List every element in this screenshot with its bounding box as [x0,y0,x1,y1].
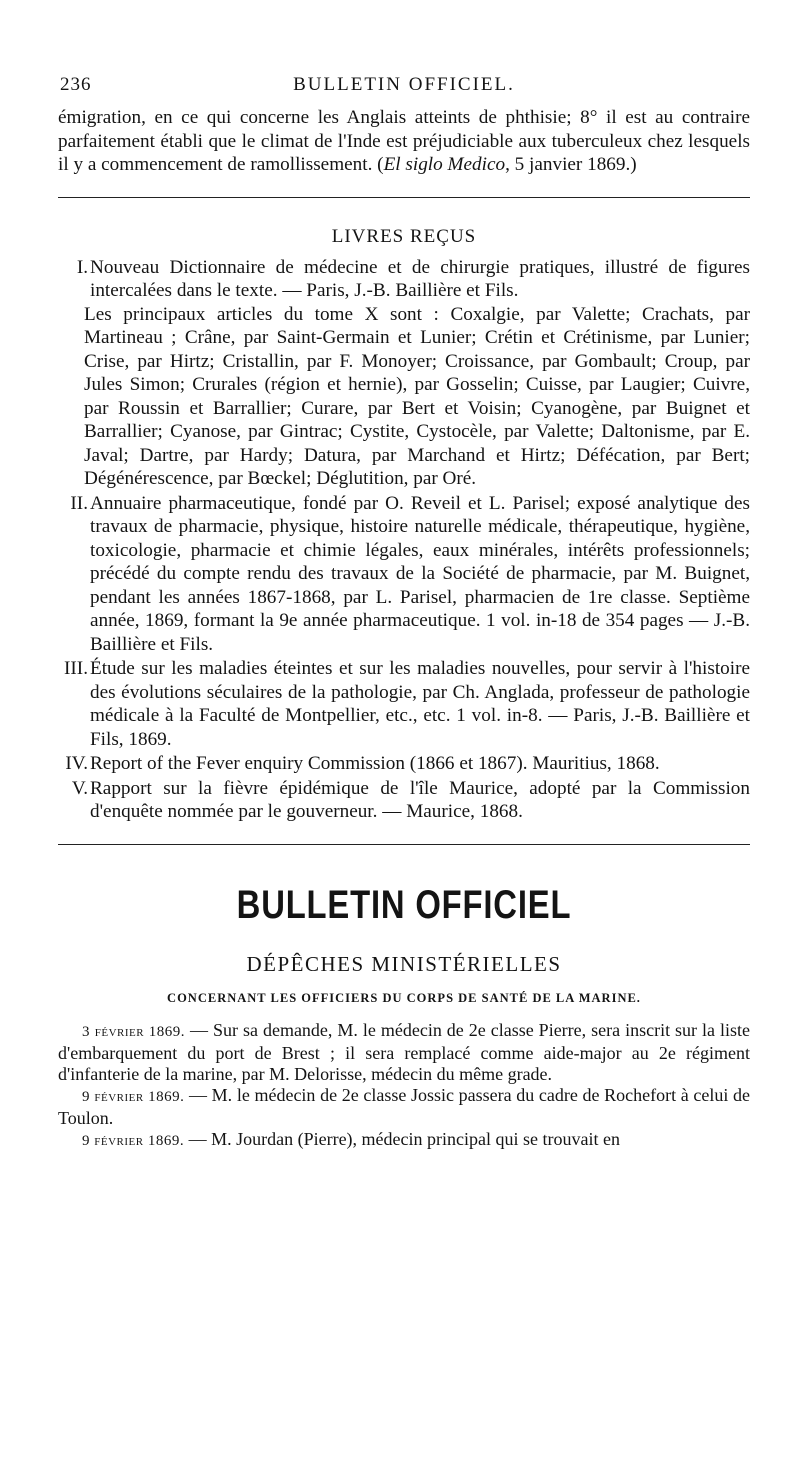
section-rule [58,197,750,198]
section-rule [58,844,750,845]
book-entry-5 [58,777,750,824]
entry-text: Report of the Fever enquiry Commission (1866 et 1867). Mauritius, 1868. [90,753,660,774]
livres-title: LIVRES REÇUS [331,225,477,247]
entry-text: Rapport sur la fièvre épidémique de l'île Maurice, adopté par la Commission d'enquête nommée par le gouverneur. — Maurice, 1868. [90,777,750,822]
notice-date: 3 février 1869. [82,1023,186,1040]
running-title: BULLETIN OFFICIEL. [293,74,515,95]
entry-text: Étude sur les maladies éteintes et sur les maladies nouvelles, pour servir à l'histoire des évolutions séculaires de la pathologie, par Ch. Anglada, professeur de pathologie médicale à la Faculté de Montpellier, etc., etc. 1 vol. in-8. — Paris, J.-B. Baillière et Fils, 1869. [90,658,750,750]
entry-text: Annuaire pharmaceutique, fondé par O. Reveil et L. Parisel; exposé analytique des travaux de pharmacie, physique, histoire naturelle médicale, thérapeutique, hygiène, toxicologie, pharmacie et chimie légales, eaux minérales, intérêts professionnels; précédé du compte rendu des travaux de la Société de pharmacie, par M. Buignet, pendant les années 1867-1868, par L. Parisel, pharmacien de 1re classe. Septième année, 1869, formant la 9e année pharmaceutique. 1 vol. in-18 de 354 pages — J.-B. Baillière et Fils. [90,492,750,655]
intro-text: émigration, en ce qui concerne les Anglais atteints de phthisie; 8° il est au contraire parfaitement établi que le climat de l'Inde est préjudiciable aux tuberculeux chez lesquels il y a commencement de ramollissement. [58,107,750,175]
notice-text: — M. Jourdan (Pierre), médecin principal qui se trouvait en [184,1128,620,1149]
book-entry-3 [58,657,750,751]
book-entry-2 [58,492,750,657]
notice-date: 9 février 1869. [82,1132,185,1149]
notice-3 [58,1129,750,1152]
page-number: 236 [60,74,92,95]
notice-text: — Sur sa demande, M. le médecin de 2e classe Pierre, sera inscrit sur la liste d'embarquement du port de Brest ; il sera remplacé comme aide-major au 2e régiment d'infanterie de la marine, par M. Delorisse, médecin du même grade. [58,1019,750,1084]
entry-text: Nouveau Dictionnaire de médecine et de chirurgie pratiques, illustré de figures intercalées dans le texte. — Paris, J.-B. Baillière et Fils. [90,256,750,301]
notice-1 [58,1020,750,1085]
running-header [58,62,750,102]
entry-number: I. [76,256,88,278]
intro-source-date: , 5 janvier 1869.) [505,154,637,175]
bulletin-title: BULLETIN OFFICIEL [236,882,572,927]
notice-text: — M. le médecin de 2e classe Jossic passera du cadre de Rochefort à celui de Toulon. [58,1084,750,1128]
entry-number: II. [70,492,88,514]
entry-number: V. [71,777,88,799]
notice-2 [58,1085,750,1129]
intro-paragraph: émigration, en ce qui concerne les Anglais atteints de phthisie; 8° il est au contraire parfaitement établi que le climat de l'Inde est préjudiciable aux tuberculeux chez lesquels il y a commencement de ramollissement. (El siglo Medico, 5 janvier 1869.) [58,107,750,175]
depeches-title: DÉPÊCHES MINISTÉRIELLES [246,951,562,976]
notice-date: 9 février 1869. [82,1088,185,1105]
concernant-line: CONCERNANT LES OFFICIERS DU CORPS DE SANTÉ DE LA MARINE. [167,990,641,1005]
book-entry-1 [58,256,750,491]
intro-source: El siglo Medico [383,154,506,175]
entry-number: III. [64,658,88,679]
entry-subtext: Les principaux articles du tome X sont : Coxalgie, par Valette; Crachats, par Martineau ; Crâne, par Saint-Germain et Lunier; Crétin et Crétinisme, par Lunier; Crise, par Hirtz; Cristallin, par F. Monoyer; Croissance, par Gombault; Croup, par Jules Simon; Crurales (région et hernie), par Gosselin; Cuisse, par Laugier; Cuivre, par Roussin et Barrallier; Curare, par Bert et Voisin; Cyanogène, par Buignet et Barrallier; Cyanose, par Gintrac; Cystite, Cystocèle, par Valette; Daltonisme, par E. Javal; Dartre, par Hardy; Datura, par Marchand et Hirtz; Défécation, par Bert; Dégénérescence, par Bœckel; Déglutition, par Oré. [84,303,750,489]
book-entry-4 [58,752,750,776]
entry-number: IV. [65,753,88,774]
